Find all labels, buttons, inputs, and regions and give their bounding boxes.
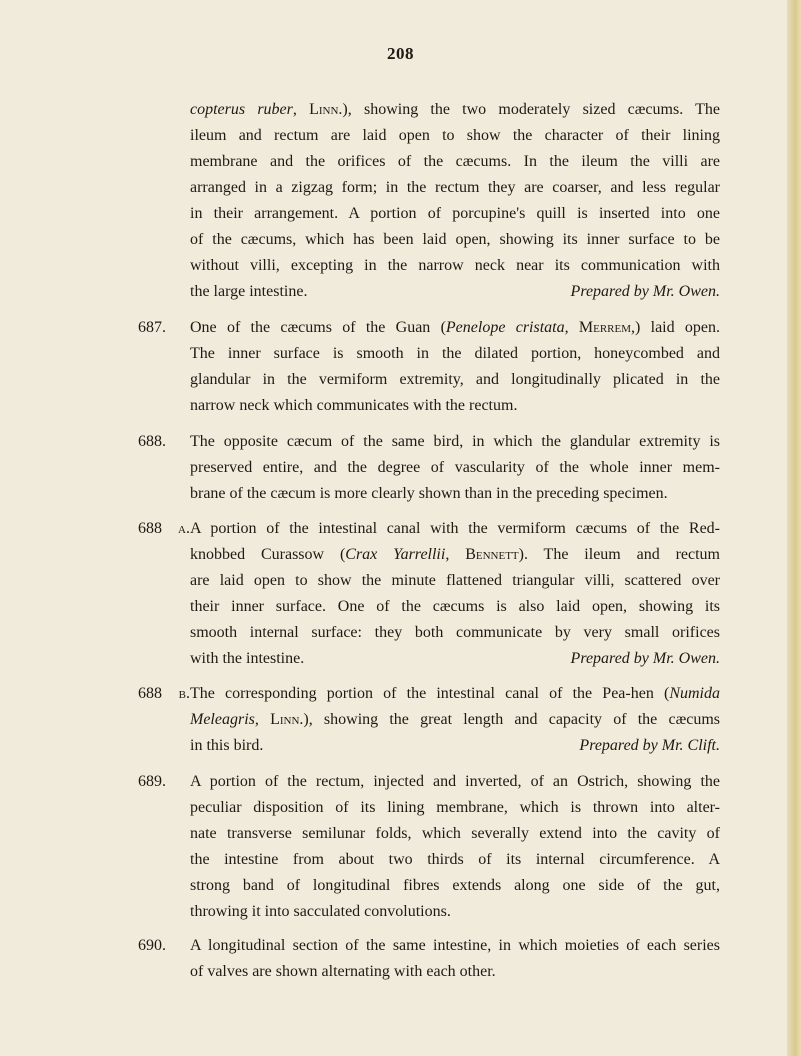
- entry-690: 690. A longitudinal section of the same intestine, in which moieties of each series: [138, 937, 720, 954]
- text-line: the large intestine. Prepared by Mr. Owen.: [190, 283, 720, 300]
- text-line: narrow neck which communicates with the rectum.: [190, 397, 518, 414]
- entry-number: 688.: [138, 433, 166, 450]
- text-line: ileum and rectum are laid open to show the character of their lining: [190, 127, 720, 144]
- entry-687: 687. One of the cæcums of the Guan (Penelope cristata, Merrem,) laid open.: [138, 319, 720, 336]
- entry-number: 690.: [138, 937, 166, 954]
- page-number: 208: [387, 44, 414, 63]
- entry-688: 688. The opposite cæcum of the same bird, in which the glandular extremity is: [138, 433, 720, 450]
- text-line: with the intestine. Prepared by Mr. Owen.: [190, 650, 720, 667]
- text-line: glandular in the vermiform extremity, and longitudinally plicated in the: [190, 371, 720, 388]
- prepared-by: Prepared by Mr. Clift.: [579, 737, 720, 754]
- text-line: nate transverse semilunar folds, which severally extend into the cavity of: [190, 825, 720, 842]
- text-line: copterus ruber, Linn.), showing the two moderately sized cæcums. The: [190, 101, 721, 118]
- text-line: strong band of longitudinal fibres extends along one side of the gut,: [190, 877, 720, 894]
- entry-688b: 688 b.The corresponding portion of the intestinal canal of the Pea-hen (Numida: [138, 685, 720, 702]
- text-line: their inner surface. One of the cæcums is also laid open, showing its: [190, 598, 720, 615]
- text-line: preserved entire, and the degree of vascularity of the whole inner mem-: [190, 459, 720, 476]
- text-line: membrane and the orifices of the cæcums. In the ileum the villi are: [190, 153, 720, 170]
- entry-number: 688 b.: [138, 685, 190, 702]
- text-line: brane of the cæcum is more clearly shown than in the preceding specimen.: [190, 485, 668, 502]
- text-line: knobbed Curassow (Crax Yarrellii, Bennett). The ileum and rectum: [190, 546, 720, 563]
- prepared-by: Prepared by Mr. Owen.: [570, 650, 720, 667]
- entry-number: 689.: [138, 773, 166, 790]
- text-line: in this bird. Prepared by Mr. Clift.: [190, 737, 720, 754]
- text-line: are laid open to show the minute flattened triangular villi, scattered over: [190, 572, 720, 589]
- text-line: in their arrangement. A portion of porcupine's quill is inserted into one: [190, 205, 720, 222]
- text-line: Meleagris, Linn.), showing the great length and capacity of the cæcums: [190, 711, 721, 728]
- page-edge: [787, 0, 801, 1056]
- text-line: The inner surface is smooth in the dilated portion, honeycombed and: [190, 345, 720, 362]
- entry-688a: 688 a.A portion of the intestinal canal with the vermiform cæcums of the Red-: [138, 520, 720, 537]
- text-line: peculiar disposition of its lining membrane, which is thrown into alter-: [190, 799, 720, 816]
- text-line: without villi, excepting in the narrow neck near its communication with: [190, 257, 720, 274]
- entry-689: 689. A portion of the rectum, injected and inverted, of an Ostrich, showing the: [138, 773, 720, 790]
- text-line: throwing it into sacculated convolutions.: [190, 903, 451, 920]
- prepared-by: Prepared by Mr. Owen.: [570, 283, 720, 300]
- text-line: smooth internal surface: they both communicate by very small orifices: [190, 624, 720, 641]
- text-line: arranged in a zigzag form; in the rectum they are coarser, and less regular: [190, 179, 720, 196]
- text-line: of valves are shown alternating with each other.: [190, 963, 496, 980]
- text-line: of the cæcums, which has been laid open, showing its inner surface to be: [190, 231, 720, 248]
- entry-number: 688 a.: [138, 520, 190, 537]
- text-line: the intestine from about two thirds of its internal circumference. A: [190, 851, 720, 868]
- entry-number: 687.: [138, 319, 166, 336]
